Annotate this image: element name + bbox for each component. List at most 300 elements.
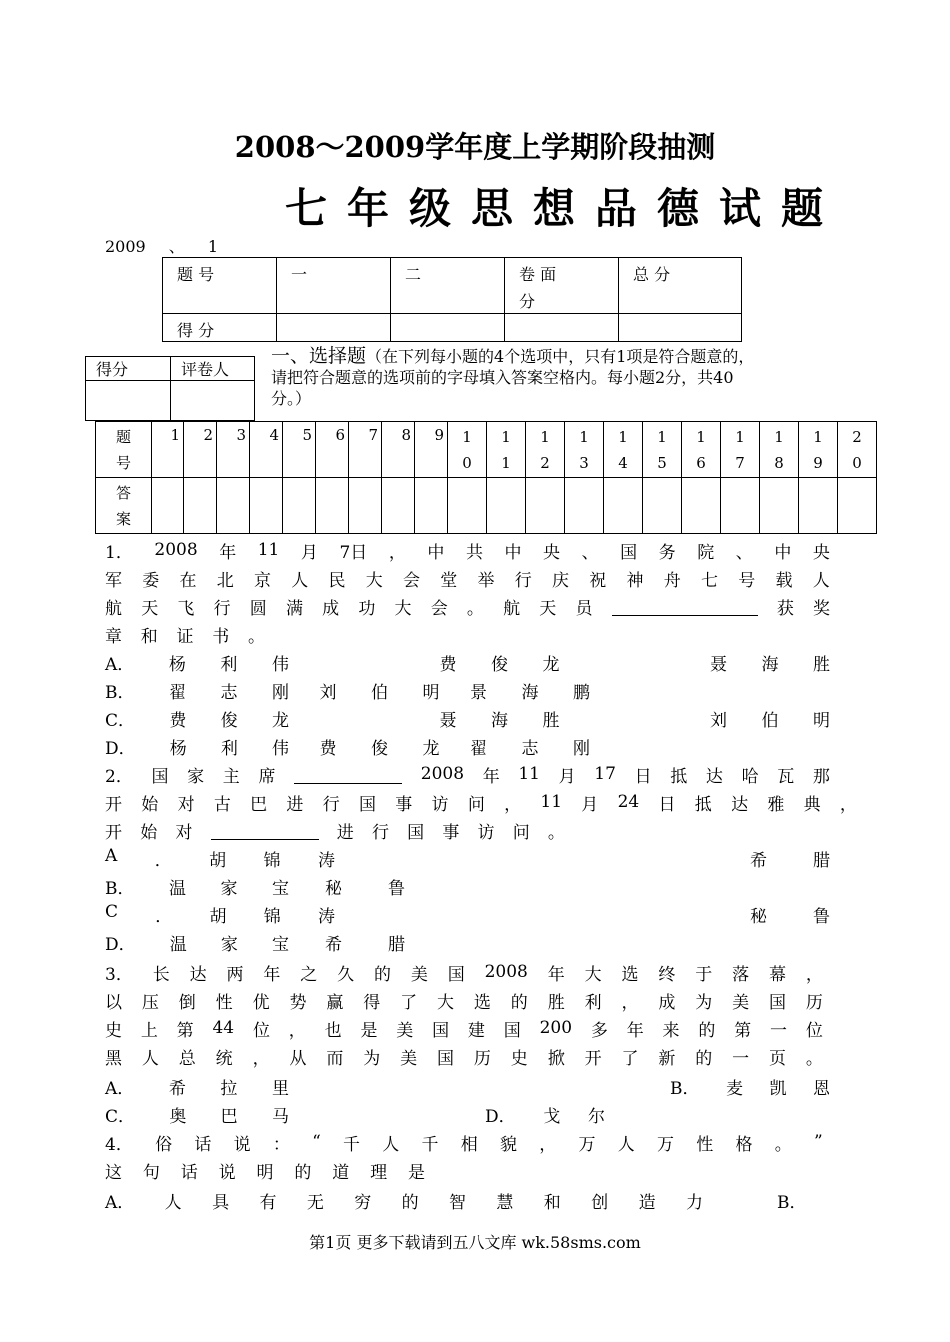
section-one-header: 一	[277, 258, 391, 314]
answer-number-20	[838, 422, 877, 478]
text-glyph: 举	[477, 570, 495, 591]
answer-number-digit: 1	[501, 453, 511, 472]
text-glyph: 明	[813, 710, 830, 731]
text-glyph: 2008	[420, 764, 465, 784]
text-glyph: 页	[769, 1048, 787, 1069]
text-glyph: 费	[319, 738, 337, 759]
answer-number-2: 2	[184, 422, 217, 478]
answer-table	[95, 421, 877, 534]
text-glyph: B．	[105, 682, 135, 703]
text-glyph: 格	[735, 1134, 753, 1155]
text-glyph: 天	[539, 598, 557, 619]
fill-blank[interactable]	[612, 597, 758, 616]
text-glyph: 务	[658, 542, 676, 563]
text-glyph: 腊	[388, 934, 405, 955]
text-glyph: 堂	[440, 570, 458, 591]
text-glyph: 天	[141, 598, 159, 619]
text-glyph: 国	[358, 794, 376, 815]
text-glyph: ：	[272, 1134, 290, 1155]
answer-cell-16[interactable]	[682, 478, 721, 534]
text-glyph: 抵	[694, 794, 712, 815]
answer-number-digit: 1	[579, 427, 589, 446]
text-glyph: 达	[189, 964, 207, 985]
text-glyph: 17	[594, 764, 616, 784]
text-glyph: 年	[482, 766, 500, 787]
option-group	[105, 902, 335, 927]
text-glyph: 号	[738, 570, 756, 591]
text-glyph: 伯	[371, 682, 388, 703]
text-glyph: 奖	[813, 598, 830, 619]
answer-number-17	[721, 422, 760, 478]
q3-options-ab	[105, 1072, 830, 1100]
text-glyph: 聂	[439, 710, 457, 731]
text-glyph: 、	[581, 542, 599, 563]
answer-number-18	[760, 422, 799, 478]
text-glyph: 京	[254, 570, 271, 591]
score-cell	[505, 314, 619, 342]
question-label-1: 题	[115, 427, 131, 446]
text-glyph: 万	[578, 1134, 596, 1155]
question-number-header: 题 号	[163, 258, 277, 314]
text-glyph: 4．	[105, 1134, 133, 1155]
fill-blank[interactable]	[211, 821, 319, 840]
text-glyph: 年	[547, 964, 565, 985]
option-group	[325, 874, 405, 899]
text-glyph: 胜	[547, 992, 565, 1013]
text-glyph: C．	[105, 1106, 136, 1127]
text-glyph: 满	[285, 598, 303, 619]
text-glyph: 开	[105, 794, 122, 815]
text-glyph: 大	[394, 598, 412, 619]
text-glyph: 书	[212, 626, 230, 647]
answer-number-digit: 9	[813, 453, 823, 472]
text-glyph: 。	[248, 626, 265, 647]
text-glyph: 历	[473, 1048, 491, 1069]
text-glyph: 明	[256, 1162, 274, 1183]
text-glyph: 新	[658, 1048, 676, 1069]
text-glyph: 行	[371, 822, 389, 843]
answer-number-13	[565, 422, 604, 478]
option-group	[670, 1074, 830, 1099]
text-glyph: 的	[401, 1192, 419, 1213]
text-glyph: 句	[142, 1162, 160, 1183]
grader-label: 评卷人	[171, 357, 255, 381]
paper-score-header	[505, 258, 619, 314]
text-glyph: 胡	[209, 850, 227, 871]
text-glyph: 俊	[220, 710, 238, 731]
answer-number-19	[799, 422, 838, 478]
q2-line-2	[105, 788, 857, 816]
text-glyph: 航	[105, 598, 122, 619]
q3-line-2	[105, 986, 823, 1014]
q1-line-2	[105, 564, 830, 592]
text-glyph: 北	[216, 570, 234, 591]
text-glyph: 刘	[319, 682, 337, 703]
text-glyph: 涛	[317, 906, 335, 927]
text-glyph: 史	[105, 1020, 122, 1041]
text-glyph: 鲁	[388, 878, 405, 899]
text-glyph: 国	[447, 964, 465, 985]
text-glyph: 穷	[354, 1192, 372, 1213]
text-glyph: 军	[105, 570, 122, 591]
text-glyph: 、	[735, 542, 753, 563]
text-glyph: 史	[510, 1048, 528, 1069]
text-glyph: 而	[326, 1048, 344, 1069]
paper-score-label-2: 分	[519, 292, 536, 311]
answer-number-digit: 5	[657, 453, 667, 472]
answer-cell-19[interactable]	[799, 478, 838, 534]
text-glyph: 载	[775, 570, 793, 591]
answer-cell-4[interactable]	[250, 478, 283, 534]
answer-label-1: 答	[115, 483, 131, 502]
option-group	[105, 846, 335, 871]
text-glyph: C	[105, 901, 119, 922]
text-glyph: 事	[395, 794, 413, 815]
text-glyph: 上	[140, 1020, 158, 1041]
q2-line-3	[105, 816, 565, 844]
exam-subtitle: 七年级思想品德试题	[285, 184, 844, 233]
text-glyph: 相	[460, 1134, 478, 1155]
text-glyph: 和	[543, 1192, 561, 1213]
text-glyph: 始	[141, 794, 159, 815]
text-glyph: 获	[776, 598, 794, 619]
text-glyph: 两	[226, 964, 244, 985]
paper-score-label-1: 卷 面	[519, 265, 557, 284]
option-group	[105, 874, 289, 899]
text-glyph: 。	[547, 822, 565, 843]
text-glyph: 大	[437, 992, 455, 1013]
option-group	[105, 706, 289, 731]
text-glyph: 尔	[587, 1106, 605, 1127]
text-glyph: 腊	[813, 850, 830, 871]
grader-table	[85, 356, 255, 421]
answer-cell-14[interactable]	[604, 478, 643, 534]
text-glyph: ，	[388, 542, 406, 563]
text-glyph: 理	[370, 1162, 388, 1183]
answer-number-5: 5	[283, 422, 316, 478]
option-group	[320, 734, 440, 759]
text-glyph: 胜	[813, 654, 830, 675]
text-glyph: 龙	[272, 710, 289, 731]
text-glyph: 具	[212, 1192, 230, 1213]
text-glyph: 巴	[250, 794, 268, 815]
text-glyph: 费	[169, 710, 187, 731]
text-glyph: 第	[734, 1020, 752, 1041]
q2-option-c	[105, 900, 830, 928]
answer-number-4: 4	[250, 422, 283, 478]
answer-number-digit: 1	[735, 427, 745, 446]
grader-score-cell	[86, 381, 171, 421]
q1-option-d	[105, 732, 590, 760]
text-glyph: 锦	[263, 906, 281, 927]
text-glyph: 44	[212, 1018, 235, 1038]
answer-number-11	[487, 422, 526, 478]
text-glyph: 久	[337, 964, 355, 985]
text-glyph: 志	[521, 738, 539, 759]
text-glyph: 月	[581, 794, 599, 815]
text-glyph: 里	[271, 1078, 289, 1099]
question-label-cell	[96, 422, 152, 478]
text-glyph: 说	[233, 1134, 251, 1155]
answer-number-6: 6	[316, 422, 349, 478]
text-glyph: 在	[179, 570, 197, 591]
text-glyph: 貌	[500, 1134, 518, 1155]
text-glyph: 鹏	[573, 682, 590, 703]
answer-number-digit: 4	[618, 453, 628, 472]
answer-cell-20[interactable]	[838, 478, 877, 534]
answer-cell-3[interactable]	[217, 478, 250, 534]
answer-number-row	[96, 422, 877, 478]
answer-cell-17[interactable]	[721, 478, 760, 534]
answer-cell-1[interactable]	[152, 478, 184, 534]
text-glyph: 是	[360, 1020, 378, 1041]
answer-cell-18[interactable]	[760, 478, 799, 534]
text-glyph: 巴	[220, 1106, 238, 1127]
q3-line-4	[105, 1042, 823, 1070]
text-glyph: B．	[777, 1192, 807, 1213]
answer-cell-7[interactable]	[349, 478, 382, 534]
text-glyph: 达	[731, 794, 749, 815]
text-glyph: 为	[695, 992, 713, 1013]
answer-cell-8[interactable]	[382, 478, 415, 534]
page-footer: 第1页 更多下载请到五八文库 wk.58sms.com	[309, 1233, 641, 1252]
text-glyph: ．	[155, 906, 173, 927]
text-glyph: “	[312, 1132, 321, 1152]
text-glyph: 人	[291, 570, 309, 591]
answer-number-7: 7	[349, 422, 382, 478]
text-glyph: 拉	[220, 1078, 238, 1099]
answer-cell-11[interactable]	[487, 478, 526, 534]
text-glyph: 费	[439, 654, 457, 675]
text-glyph: B．	[105, 878, 135, 899]
answer-cell-13[interactable]	[565, 478, 604, 534]
text-glyph: 和	[140, 626, 158, 647]
text-glyph: 伟	[271, 738, 289, 759]
answer-cell-12[interactable]	[526, 478, 565, 534]
text-glyph: 2．	[105, 766, 133, 787]
answer-label-cell	[96, 478, 152, 534]
text-glyph: 终	[658, 964, 676, 985]
text-glyph: 海	[761, 654, 779, 675]
option-group	[105, 650, 289, 675]
text-glyph: 利	[220, 654, 238, 675]
text-glyph: 国	[432, 1020, 450, 1041]
text-glyph: 麦	[726, 1078, 743, 1099]
q1-option-b	[105, 676, 590, 704]
text-glyph: 俊	[371, 738, 388, 759]
fill-blank[interactable]	[294, 765, 402, 784]
q2-option-d	[105, 928, 405, 956]
q3-line-3	[105, 1014, 823, 1042]
text-glyph: 落	[732, 964, 750, 985]
text-glyph: 赢	[326, 992, 344, 1013]
text-glyph: 共	[465, 542, 483, 563]
text-glyph: 航	[503, 598, 521, 619]
text-glyph: 家	[220, 934, 238, 955]
text-glyph: 统	[215, 1048, 233, 1069]
answer-cell-2[interactable]	[184, 478, 217, 534]
option-group	[750, 846, 830, 871]
text-glyph: 3．	[105, 964, 133, 985]
text-glyph: ，	[252, 1048, 270, 1069]
text-glyph: 对	[177, 794, 195, 815]
text-glyph: 伯	[761, 710, 779, 731]
text-glyph: 之	[300, 964, 318, 985]
answer-number-digit: 1	[774, 427, 784, 446]
text-glyph: 秘	[750, 906, 767, 927]
text-glyph: 舟	[663, 570, 681, 591]
score-cell	[391, 314, 505, 342]
text-glyph: 选	[621, 964, 639, 985]
option-group	[485, 1102, 605, 1127]
text-glyph: 造	[638, 1192, 656, 1213]
text-glyph: 幕	[768, 964, 786, 985]
text-glyph: 也	[324, 1020, 342, 1041]
text-glyph: 古	[213, 794, 231, 815]
q3-options-cd	[105, 1100, 605, 1128]
text-glyph: 大	[365, 570, 383, 591]
text-glyph: 利	[220, 738, 238, 759]
text-glyph: 行	[322, 794, 340, 815]
text-glyph: 问	[512, 822, 530, 843]
q4-option-a	[105, 1186, 817, 1214]
text-glyph: 黑	[105, 1048, 122, 1069]
section-one-instructions	[271, 346, 861, 409]
text-glyph: 利	[584, 992, 602, 1013]
text-glyph: 长	[152, 964, 170, 985]
text-glyph: 国	[503, 1020, 521, 1041]
text-glyph: 主	[222, 766, 240, 787]
text-glyph: 温	[169, 878, 186, 899]
text-glyph: 智	[449, 1192, 467, 1213]
text-glyph: 选	[473, 992, 491, 1013]
text-glyph: 总	[178, 1048, 196, 1069]
text-glyph: 200	[539, 1018, 573, 1038]
text-glyph: 无	[306, 1192, 324, 1213]
text-glyph: 秘	[325, 878, 342, 899]
text-glyph: 海	[521, 682, 539, 703]
text-glyph: 国	[407, 822, 425, 843]
text-glyph: D．	[105, 934, 136, 955]
answer-number-9: 9	[415, 422, 448, 478]
text-glyph: 美	[396, 1020, 414, 1041]
answer-cell-6[interactable]	[316, 478, 349, 534]
text-glyph: 鲁	[813, 906, 830, 927]
text-glyph: 开	[584, 1048, 602, 1069]
text-glyph: 圆	[249, 598, 267, 619]
answer-cell-15[interactable]	[643, 478, 682, 534]
answer-entry-row	[96, 478, 877, 534]
section-two-header: 二	[391, 258, 505, 314]
text-glyph: 创	[591, 1192, 609, 1213]
q1-line-3	[105, 592, 830, 620]
text-glyph: 民	[328, 570, 346, 591]
text-glyph: ，	[539, 1134, 557, 1155]
answer-cell-9[interactable]	[415, 478, 448, 534]
option-group	[320, 678, 440, 703]
q4-line-2	[105, 1156, 425, 1184]
answer-label-2: 案	[115, 509, 131, 528]
text-glyph: 年	[626, 1020, 644, 1041]
text-glyph: 年	[263, 964, 281, 985]
text-glyph: B．	[670, 1078, 700, 1099]
text-glyph: 得	[363, 992, 381, 1013]
text-glyph: 行	[213, 598, 231, 619]
text-glyph: 进	[336, 822, 354, 843]
instruction-line-1: （在下列每小题的4个选项中，只有1项是符合题意的，	[366, 347, 755, 366]
text-glyph: 章	[105, 626, 122, 647]
text-glyph: 人	[812, 570, 830, 591]
text-glyph: 庆	[552, 570, 569, 591]
text-glyph: 希	[168, 1078, 186, 1099]
answer-number-12	[526, 422, 565, 478]
text-glyph: 央	[812, 542, 830, 563]
text-glyph: 性	[215, 992, 233, 1013]
exam-date: 2009 、 1	[105, 237, 219, 256]
text-glyph: 龙	[422, 738, 440, 759]
answer-number-digit: 3	[579, 453, 589, 472]
answer-number-digit: 0	[462, 453, 472, 472]
text-glyph: 行	[514, 570, 532, 591]
answer-number-digit: 2	[540, 453, 550, 472]
text-glyph: 年	[219, 542, 237, 563]
answer-number-1: 1	[152, 422, 184, 478]
text-glyph: 的	[510, 992, 528, 1013]
text-glyph: 大	[584, 964, 602, 985]
text-glyph: 一	[770, 1020, 787, 1041]
text-glyph: 刘	[710, 710, 727, 731]
answer-number-digit: 1	[696, 427, 706, 446]
answer-number-digit: 0	[852, 453, 862, 472]
option-group	[325, 930, 405, 955]
text-glyph: 会	[403, 570, 420, 591]
text-glyph: 于	[695, 964, 713, 985]
text-glyph: 人	[164, 1192, 182, 1213]
text-glyph: 证	[176, 626, 194, 647]
text-glyph: 的	[294, 1162, 312, 1183]
text-glyph: 始	[140, 822, 158, 843]
answer-number-digit: 6	[696, 453, 706, 472]
answer-cell-10[interactable]	[448, 478, 487, 534]
text-glyph: 七	[701, 570, 718, 591]
grader-name-cell	[171, 381, 255, 421]
text-glyph: 千	[421, 1134, 439, 1155]
text-glyph: 7日	[339, 542, 368, 563]
option-group	[440, 650, 560, 675]
text-glyph: A．	[105, 654, 135, 675]
text-glyph: 话	[194, 1134, 212, 1155]
grader-score-label: 得分	[86, 357, 171, 381]
text-glyph: 是	[408, 1162, 425, 1183]
text-glyph: 志	[220, 682, 238, 703]
text-glyph: 压	[141, 992, 159, 1013]
answer-cell-5[interactable]	[283, 478, 316, 534]
text-glyph: ，	[621, 992, 639, 1013]
text-glyph: 月	[300, 542, 318, 563]
q2-option-b	[105, 872, 405, 900]
text-glyph: 锦	[263, 850, 281, 871]
text-glyph: 央	[543, 542, 561, 563]
text-glyph: 2008	[154, 540, 198, 560]
text-glyph: 美	[410, 964, 428, 985]
text-glyph: 访	[477, 822, 495, 843]
q1-option-c	[105, 704, 830, 732]
answer-number-14	[604, 422, 643, 478]
text-glyph: 宝	[271, 934, 289, 955]
text-glyph: 。	[774, 1134, 792, 1155]
text-glyph: 一	[732, 1048, 750, 1069]
answer-number-3: 3	[217, 422, 250, 478]
